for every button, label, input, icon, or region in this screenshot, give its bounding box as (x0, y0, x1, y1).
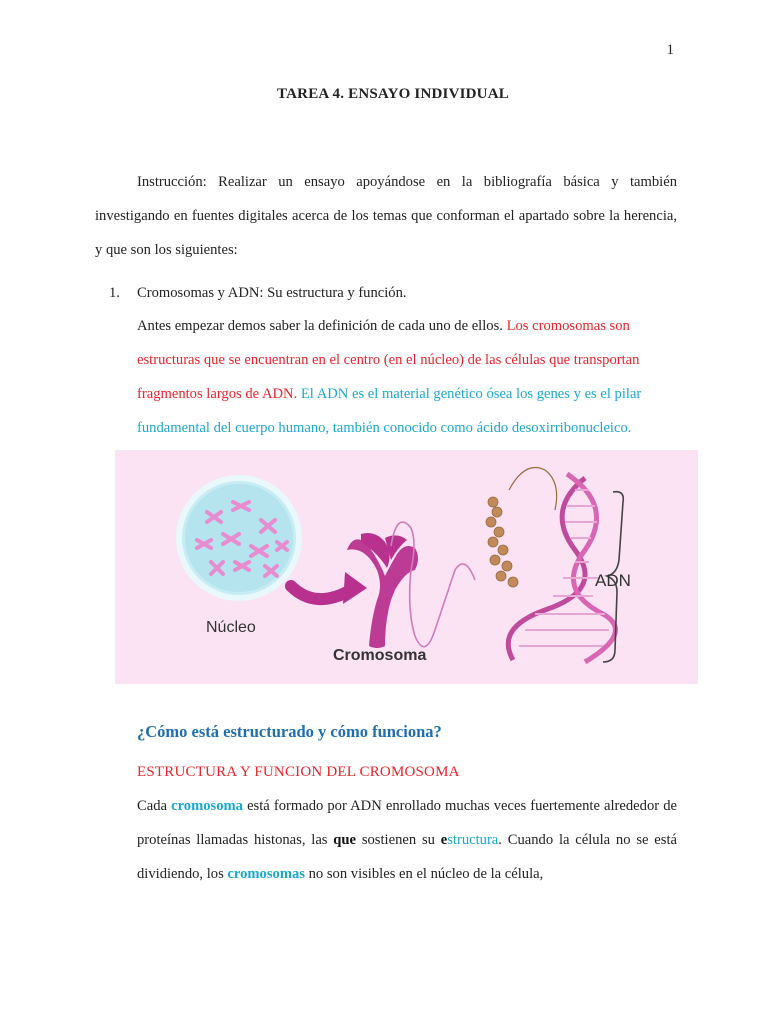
document-title: TAREA 4. ENSAYO INDIVIDUAL (277, 86, 509, 102)
list-item (109, 276, 407, 310)
bold-que: que (333, 832, 357, 848)
arrow-graphic (291, 572, 367, 604)
label-adn: ADN (595, 571, 631, 590)
heading-structure: ESTRUCTURA Y FUNCION DEL CROMOSOMA (137, 764, 460, 780)
chromosome-dna-illustration (115, 450, 698, 684)
body-paragraph (137, 789, 677, 891)
highlight-estructura: structura (447, 832, 499, 848)
histone-coil-graphic (486, 497, 518, 587)
definition-intro: Antes empezar demos saber la definición de cada uno de ellos. (137, 318, 507, 334)
definition-chromosome: Los cromosomas son estructuras que se encuentran en el centro (en el núcleo) de las células que transportan fragmentos largos de ADN. (137, 318, 640, 402)
illustration-svg (115, 450, 698, 684)
list-item-text: Cromosomas y ADN: Su estructura y función. (137, 285, 407, 301)
page-number: 1 (666, 42, 674, 58)
highlight-cromosoma: cromosoma (171, 798, 243, 814)
instruction-text: Instrucción: Realizar un ensayo apoyándose en la bibliografía básica y también investigando en fuentes digitales acerca de los temas que conforman el apartado sobre la herencia, y que son los siguientes: (95, 174, 677, 258)
bold-e: e (440, 832, 448, 848)
instruction-paragraph (95, 165, 677, 267)
label-cromosoma: Cromosoma (333, 647, 427, 664)
list-item-number: 1. (109, 285, 120, 301)
highlight-cromosomas: cromosomas (227, 866, 305, 882)
body-text: Cada (137, 798, 172, 814)
definition-paragraph (137, 309, 683, 445)
nucleus-graphic (179, 478, 299, 598)
body-text: sostienen su (356, 832, 441, 848)
body-text: está formado por ADN enrollado muchas veces fuertemente alrededor de proteínas llamadas histonas, las (137, 798, 677, 848)
label-nucleo: Núcleo (206, 619, 256, 636)
body-text: . Cuando la célula no se está dividiendo, los (137, 832, 677, 882)
body-text: no son visibles en el núcleo de la célula, (304, 866, 544, 882)
heading-question: ¿Cómo está estructurado y cómo funciona? (137, 722, 442, 741)
dna-helix-graphic (508, 474, 615, 662)
definition-dna: El ADN es el material genético ósea los genes y es el pilar fundamental del cuerpo humano, también conocido como ácido desoxirribonucleico. (137, 386, 642, 436)
